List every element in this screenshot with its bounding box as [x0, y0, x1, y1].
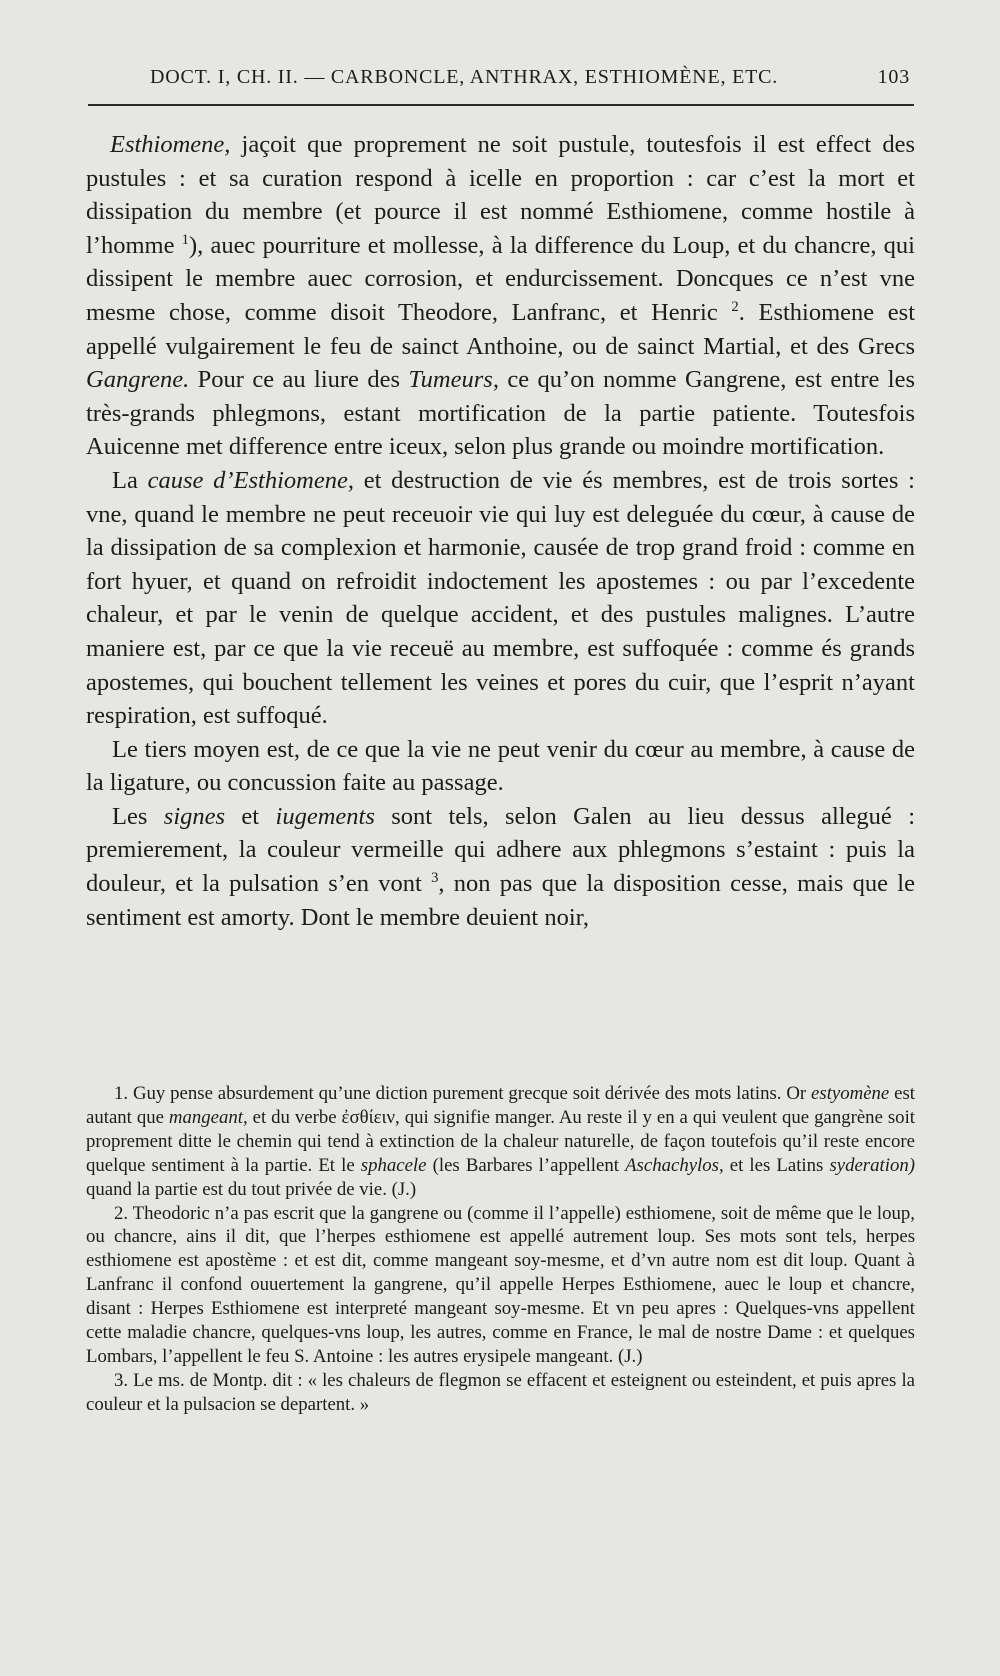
- footnote-3: [86, 1369, 915, 1417]
- paragraph-esthiomene-definition: [86, 128, 915, 464]
- text-run: (les Barbares l’appellent: [426, 1154, 626, 1176]
- footnote-1: [86, 1082, 915, 1202]
- footnote-ref: 3: [431, 870, 439, 887]
- header-rule: [88, 104, 914, 106]
- text-run: La: [112, 466, 148, 494]
- text-run: , non pas que la disposition cesse, mais que le sentiment est amorty. Dont le membre deuient noir,: [86, 870, 915, 931]
- italic-term: mangeant,: [168, 1106, 248, 1128]
- text-run: est autant que: [86, 1083, 915, 1128]
- paragraph-third-cause: [86, 733, 915, 800]
- text-run: et les Latins: [723, 1154, 830, 1176]
- text-run: quand la partie est du tout privée de vie. (J.): [86, 1178, 417, 1200]
- text-run: 1. Guy pense absurdement qu’une diction purement grecque soit dérivée des mots latins. Or: [114, 1083, 812, 1104]
- footnote-ref: 2: [731, 299, 739, 316]
- running-head: [150, 66, 910, 89]
- text-run: ce qu’on nomme Gangrene, est entre les très-grands phlegmons, estant mortification de la partie patiente. Toutesfois Auicenne met difference entre iceux, selon plus grande ou moindre mortification.: [86, 366, 915, 461]
- paragraph-signs: [86, 800, 915, 934]
- italic-term: Esthiomene,: [110, 131, 231, 158]
- italic-term: sphacele: [360, 1154, 427, 1176]
- text-run: et du verbe ἐσθίειν, qui signifie manger. Au reste il y en a qui veulent que gangrène soit proprement ditte le chemin qui tend à extinction de la chaleur naturelle, de façon toutefois qu’il reste encore quelque sentiment à la partie. Et le: [86, 1106, 916, 1176]
- text-run: jaçoit que proprement ne soit pustule, toutesfois il est effect des pustules : et sa curation respond à icelle en proportion : car c’est la mort et dissipation du membre (et pource il est nommé Esthiomene, comme hostile à l’homme: [86, 131, 915, 259]
- footnote-ref: 1: [181, 231, 190, 248]
- text-run: sont tels, selon Galen au lieu dessus allegué : premierement, la couleur vermeille qui adhere aux phlegmons s’estaint : puis la douleur, et la pulsation s’en vont: [86, 802, 916, 898]
- running-title: DOCT. I, CH. II. — CARBONCLE, ANTHRAX, ESTHIOMÈNE, ETC.: [150, 66, 779, 88]
- italic-term: iugements: [275, 802, 375, 830]
- footnotes: [86, 1082, 915, 1417]
- italic-term: signes: [163, 802, 226, 830]
- paragraph-causes: [86, 464, 915, 733]
- page-number: 103: [877, 66, 910, 88]
- footnote-2: [86, 1202, 915, 1369]
- italic-term: Gangrene.: [86, 366, 190, 394]
- text-run: 3. Le ms. de Montp. dit : « les chaleurs de flegmon se effacent et esteignent ou esteindent, et puis apres la couleur et la pulsacion se departent. »: [86, 1369, 915, 1415]
- text-run: Pour ce au liure des: [189, 366, 409, 394]
- text-run: ), auec pourriture et mollesse, à la difference du Loup, et du chancre, qui dissipent le membre auec corrosion, et endurcissement. Doncques ce n’est vne mesme chose, comme disoit Theodore, Lanfranc, et Henric: [86, 231, 915, 326]
- italic-term: Aschachylos,: [625, 1154, 724, 1176]
- italic-term: syderation): [829, 1154, 915, 1176]
- text-run: et destruction de vie és membres, est de trois sortes : vne, quand le membre ne peut receuoir vie qui luy est deleguée du cœur, à cause de la dissipation de sa complexion et harmonie, causée de trop grand froid : comme en fort hyuer, et quand on refroidit indoctement les apostemes : ou par l’excedente chaleur, et par le venin de quelque accident, et des pustules malignes. L’autre maniere est, par ce que la vie receuë au membre, est suffoquée : comme és grands apostemes, qui bouchent tellement les veines et pores du cuir, que l’esprit n’ayant respiration, est suffoqué.: [86, 466, 915, 730]
- text-run: et: [225, 802, 276, 830]
- text-run: Les: [112, 802, 164, 830]
- italic-term: Tumeurs,: [408, 366, 499, 394]
- text-run: . Esthiomene est appellé vulgairement le feu de sainct Anthoine, ou de sainct Martial, et des Grecs: [86, 298, 915, 360]
- italic-term: cause d’Esthiomene,: [147, 466, 354, 494]
- main-text: [86, 128, 915, 934]
- italic-term: estyomène: [811, 1083, 890, 1104]
- text-run: Le tiers moyen est, de ce que la vie ne peut venir du cœur au membre, à cause de la ligature, ou concussion faite au passage.: [86, 735, 915, 797]
- text-run: 2. Theodoric n’a pas escrit que la gangrene ou (comme il l’appelle) esthiomene, soit de même que le loup, ou chancre, ains il dit, que l’herpes esthiomene est appellé autrement loup. Ses mots sont tels, herpes esthiomene est apostème : et est dit, comme mangeant soy-mesme, et d’vn autre nom est dit loup. Quant à Lanfranc il confond ouuertement la gangrene, qu’il appelle Herpes Esthiomene, auec le loup et chancre, disant : Herpes Esthiomene est interpreté mangeant soy-mesme. Et vn peu apres : Quelques-vns appellent cette maladie chancre, quelques-vns loup, les autres, comme en France, le mal de nostre Dame : et quelques Lombars, l’appellent le feu S. Antoine : les autres erysipele mangeant. (J.): [86, 1202, 915, 1367]
